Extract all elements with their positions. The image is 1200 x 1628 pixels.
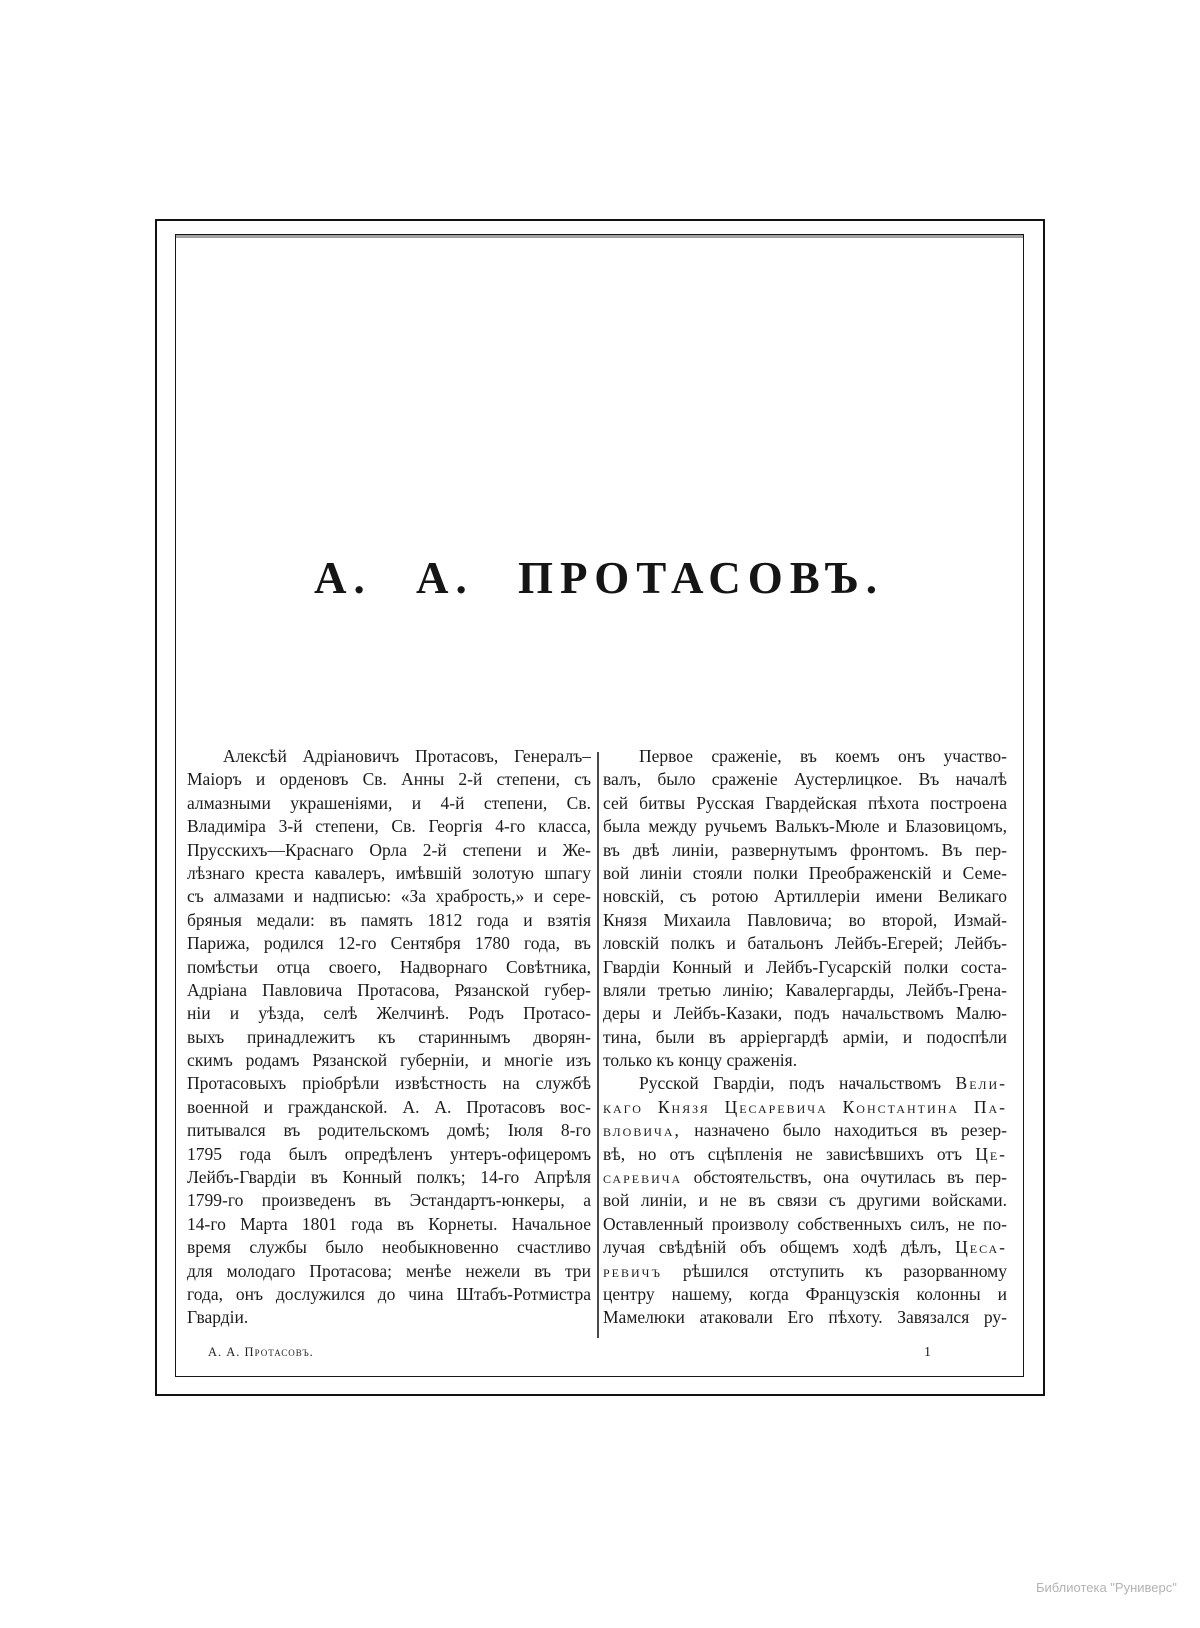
text-line <box>603 839 1007 862</box>
text-line <box>603 1236 1007 1259</box>
text-line <box>603 932 1007 955</box>
text-line <box>603 862 1007 885</box>
text-line <box>187 1049 591 1072</box>
body-text: Маіоръ и орденовъ Св. Анны 2-й степени, съ <box>187 769 591 790</box>
text-line <box>187 1260 591 1283</box>
small-caps-text: вловича, <box>603 1120 681 1141</box>
text-line <box>187 1213 591 1236</box>
body-text: помѣстьи отца своего, Надворнаго Совѣтника, <box>187 956 591 977</box>
body-text: Протасовыхъ пріобрѣли извѣстность на службѣ <box>187 1073 591 1094</box>
body-text: Парижа, родился 12-го Сентября 1780 года, въ <box>187 933 591 954</box>
body-text: ніи и уѣзда, селѣ Желчинѣ. Родъ Протасо- <box>187 1003 591 1024</box>
text-line <box>603 909 1007 932</box>
text-line <box>603 1143 1007 1166</box>
running-title-signature: А. А. Протасовъ. <box>208 1345 314 1359</box>
body-text: лучая свѣдѣній объ общемъ ходѣ дѣлъ, <box>603 1237 956 1258</box>
text-line <box>603 1002 1007 1025</box>
text-line <box>187 1306 591 1329</box>
body-text: Владиміра 3-й степени, Св. Георгія 4-го класса, <box>187 816 591 837</box>
body-text: Лейбъ-Гвардіи въ Конный полкъ; 14-го Апрѣля <box>187 1167 591 1188</box>
body-text: года, онъ дослужился до чина Штабъ-Ротмистра <box>187 1283 591 1304</box>
text-line <box>187 768 591 791</box>
body-text: вой линіи, и не въ связи съ другими войсками. <box>603 1190 1007 1211</box>
text-line <box>603 1119 1007 1142</box>
text-line <box>603 956 1007 979</box>
text-line <box>603 815 1007 838</box>
text-line <box>187 1072 591 1095</box>
body-text: Гвардіи. <box>187 1307 249 1328</box>
scan-shadow-line <box>176 235 1023 238</box>
text-line <box>603 1306 1007 1329</box>
text-line <box>603 1260 1007 1283</box>
text-line <box>603 1096 1007 1119</box>
text-line <box>603 1026 1007 1049</box>
body-text: 1795 года былъ опредѣленъ унтеръ-офицеромъ <box>187 1143 591 1164</box>
text-line <box>187 815 591 838</box>
body-text: центру нашему, когда Французскія колонны и <box>603 1283 1007 1304</box>
text-line <box>603 1072 1007 1095</box>
body-text: Алексѣй Адріановичъ Протасовъ, Генералъ– <box>223 746 591 766</box>
body-text: Первое сраженіе, въ коемъ онъ участво- <box>639 746 1007 766</box>
text-line <box>187 839 591 862</box>
text-line <box>187 1143 591 1166</box>
text-line <box>187 1119 591 1142</box>
text-line <box>187 885 591 908</box>
body-text: военной и гражданской. А. А. Протасовъ вос- <box>187 1096 591 1117</box>
body-text: время службы было необыкновенно счастливо <box>187 1237 591 1258</box>
body-text: назначено было находиться въ резер- <box>680 1120 1007 1141</box>
body-text: была между ручьемъ Валькъ-Мюле и Блазовицомъ, <box>603 816 1007 837</box>
body-text: скимъ родамъ Рязанской губерніи, и многіе изъ <box>187 1050 591 1071</box>
text-line <box>187 1166 591 1189</box>
page-title: А. А. ПРОТАСОВЪ. <box>313 553 885 603</box>
text-line <box>187 1283 591 1306</box>
text-line <box>603 1283 1007 1306</box>
text-line <box>187 792 591 815</box>
body-text: валъ, было сраженіе Аустерлицкое. Въ началѣ <box>603 769 1007 790</box>
library-watermark: Библиотека "Руниверс" <box>1036 1580 1177 1595</box>
body-text: Князя Михаила Павловича; во второй, Измай- <box>603 909 1007 930</box>
body-text: Гвардіи Конный и Лейбъ-Гусарскій полки соста- <box>603 956 1007 977</box>
body-text: тина, были въ арріергардѣ арміи, и подоспѣли <box>603 1026 1007 1047</box>
text-line <box>603 979 1007 1002</box>
body-text: деры и Лейбъ-Казаки, подъ начальствомъ Малю- <box>603 1003 1007 1024</box>
small-caps-text: саревича <box>603 1167 683 1188</box>
body-text: рѣшился отступить къ разорванному <box>661 1260 1007 1281</box>
text-line <box>187 1189 591 1212</box>
body-text: выхъ принадлежитъ къ стариннымъ дворян- <box>187 1026 591 1047</box>
text-line <box>187 1002 591 1025</box>
small-caps-text: Це- <box>975 1143 1007 1164</box>
page-number: 1 <box>924 1345 931 1360</box>
text-line <box>187 1096 591 1119</box>
text-column-right <box>603 745 1007 1330</box>
text-line <box>603 1166 1007 1189</box>
text-line <box>603 745 1007 768</box>
body-text: алмазными украшеніями, и 4-й степени, Св. <box>187 792 591 813</box>
body-text: лѣзнаго креста кавалеръ, имѣвшій золотую шпагу <box>187 862 591 883</box>
body-text: вѣ, но отъ сцѣпленія не зависѣвшихъ отъ <box>603 1143 976 1164</box>
column-divider-rule <box>597 752 599 1338</box>
body-text: для молодаго Протасова; менѣе нежели въ три <box>187 1260 591 1281</box>
body-text: сей битвы Русская Гвардейская пѣхота построена <box>603 792 1007 813</box>
text-line <box>187 1236 591 1259</box>
body-text: питывался въ родительскомъ домѣ; Іюля 8-го <box>187 1120 591 1141</box>
small-caps-text: ревичъ <box>603 1260 662 1281</box>
body-text: обстоятельствъ, она очутилась въ пер- <box>682 1167 1007 1188</box>
small-caps-text: Цеса- <box>955 1237 1007 1258</box>
body-text: только къ концу сраженія. <box>603 1050 798 1071</box>
text-line <box>603 1049 1007 1072</box>
text-line <box>187 909 591 932</box>
text-line <box>603 1213 1007 1236</box>
text-line <box>603 885 1007 908</box>
body-text: Оставленный произволу собственныхъ силъ, не по- <box>603 1213 1007 1234</box>
body-text: бряныя медали: въ память 1812 года и взятія <box>187 909 591 930</box>
small-caps-text: каго Князя Цесаревича Константина Па- <box>603 1096 1007 1117</box>
text-line <box>603 768 1007 791</box>
body-text: вой линіи стояли полки Преображенскій и Семе- <box>603 862 1007 883</box>
body-text: Адріана Павловича Протасова, Рязанской губер- <box>187 979 591 1000</box>
text-line <box>187 1026 591 1049</box>
body-text: 14-го Марта 1801 года въ Корнеты. Начальное <box>187 1213 591 1234</box>
text-line <box>187 932 591 955</box>
body-text: вляли третью линію; Кавалергарды, Лейбъ-Грена- <box>603 979 1007 1000</box>
body-text: въ двѣ линіи, развернутымъ фронтомъ. Въ пер- <box>603 839 1007 860</box>
text-line <box>603 792 1007 815</box>
body-text: ловскій полкъ и батальонъ Лейбъ-Егерей; Лейбъ- <box>603 933 1007 954</box>
body-text: 1799-го произведенъ въ Эстандартъ-юнкеры, а <box>187 1190 591 1211</box>
text-line <box>603 1189 1007 1212</box>
body-text: Прусскихъ—Краснаго Орла 2-й степени и Же- <box>187 839 591 860</box>
text-line <box>187 862 591 885</box>
text-column-left <box>187 745 591 1330</box>
small-caps-text: Вели- <box>955 1073 1007 1094</box>
text-line <box>187 979 591 1002</box>
text-line <box>187 745 591 768</box>
text-line <box>187 956 591 979</box>
body-text: Мамелюки атаковали Его пѣхоту. Завязался ру- <box>603 1307 1007 1328</box>
body-text: Русской Гвардіи, подъ начальствомъ <box>639 1073 956 1094</box>
body-text: новскій, съ ротою Артиллеріи имени Великаго <box>603 886 1007 907</box>
body-text: съ алмазами и надписью: «За храбрость,» и сере- <box>187 886 591 907</box>
